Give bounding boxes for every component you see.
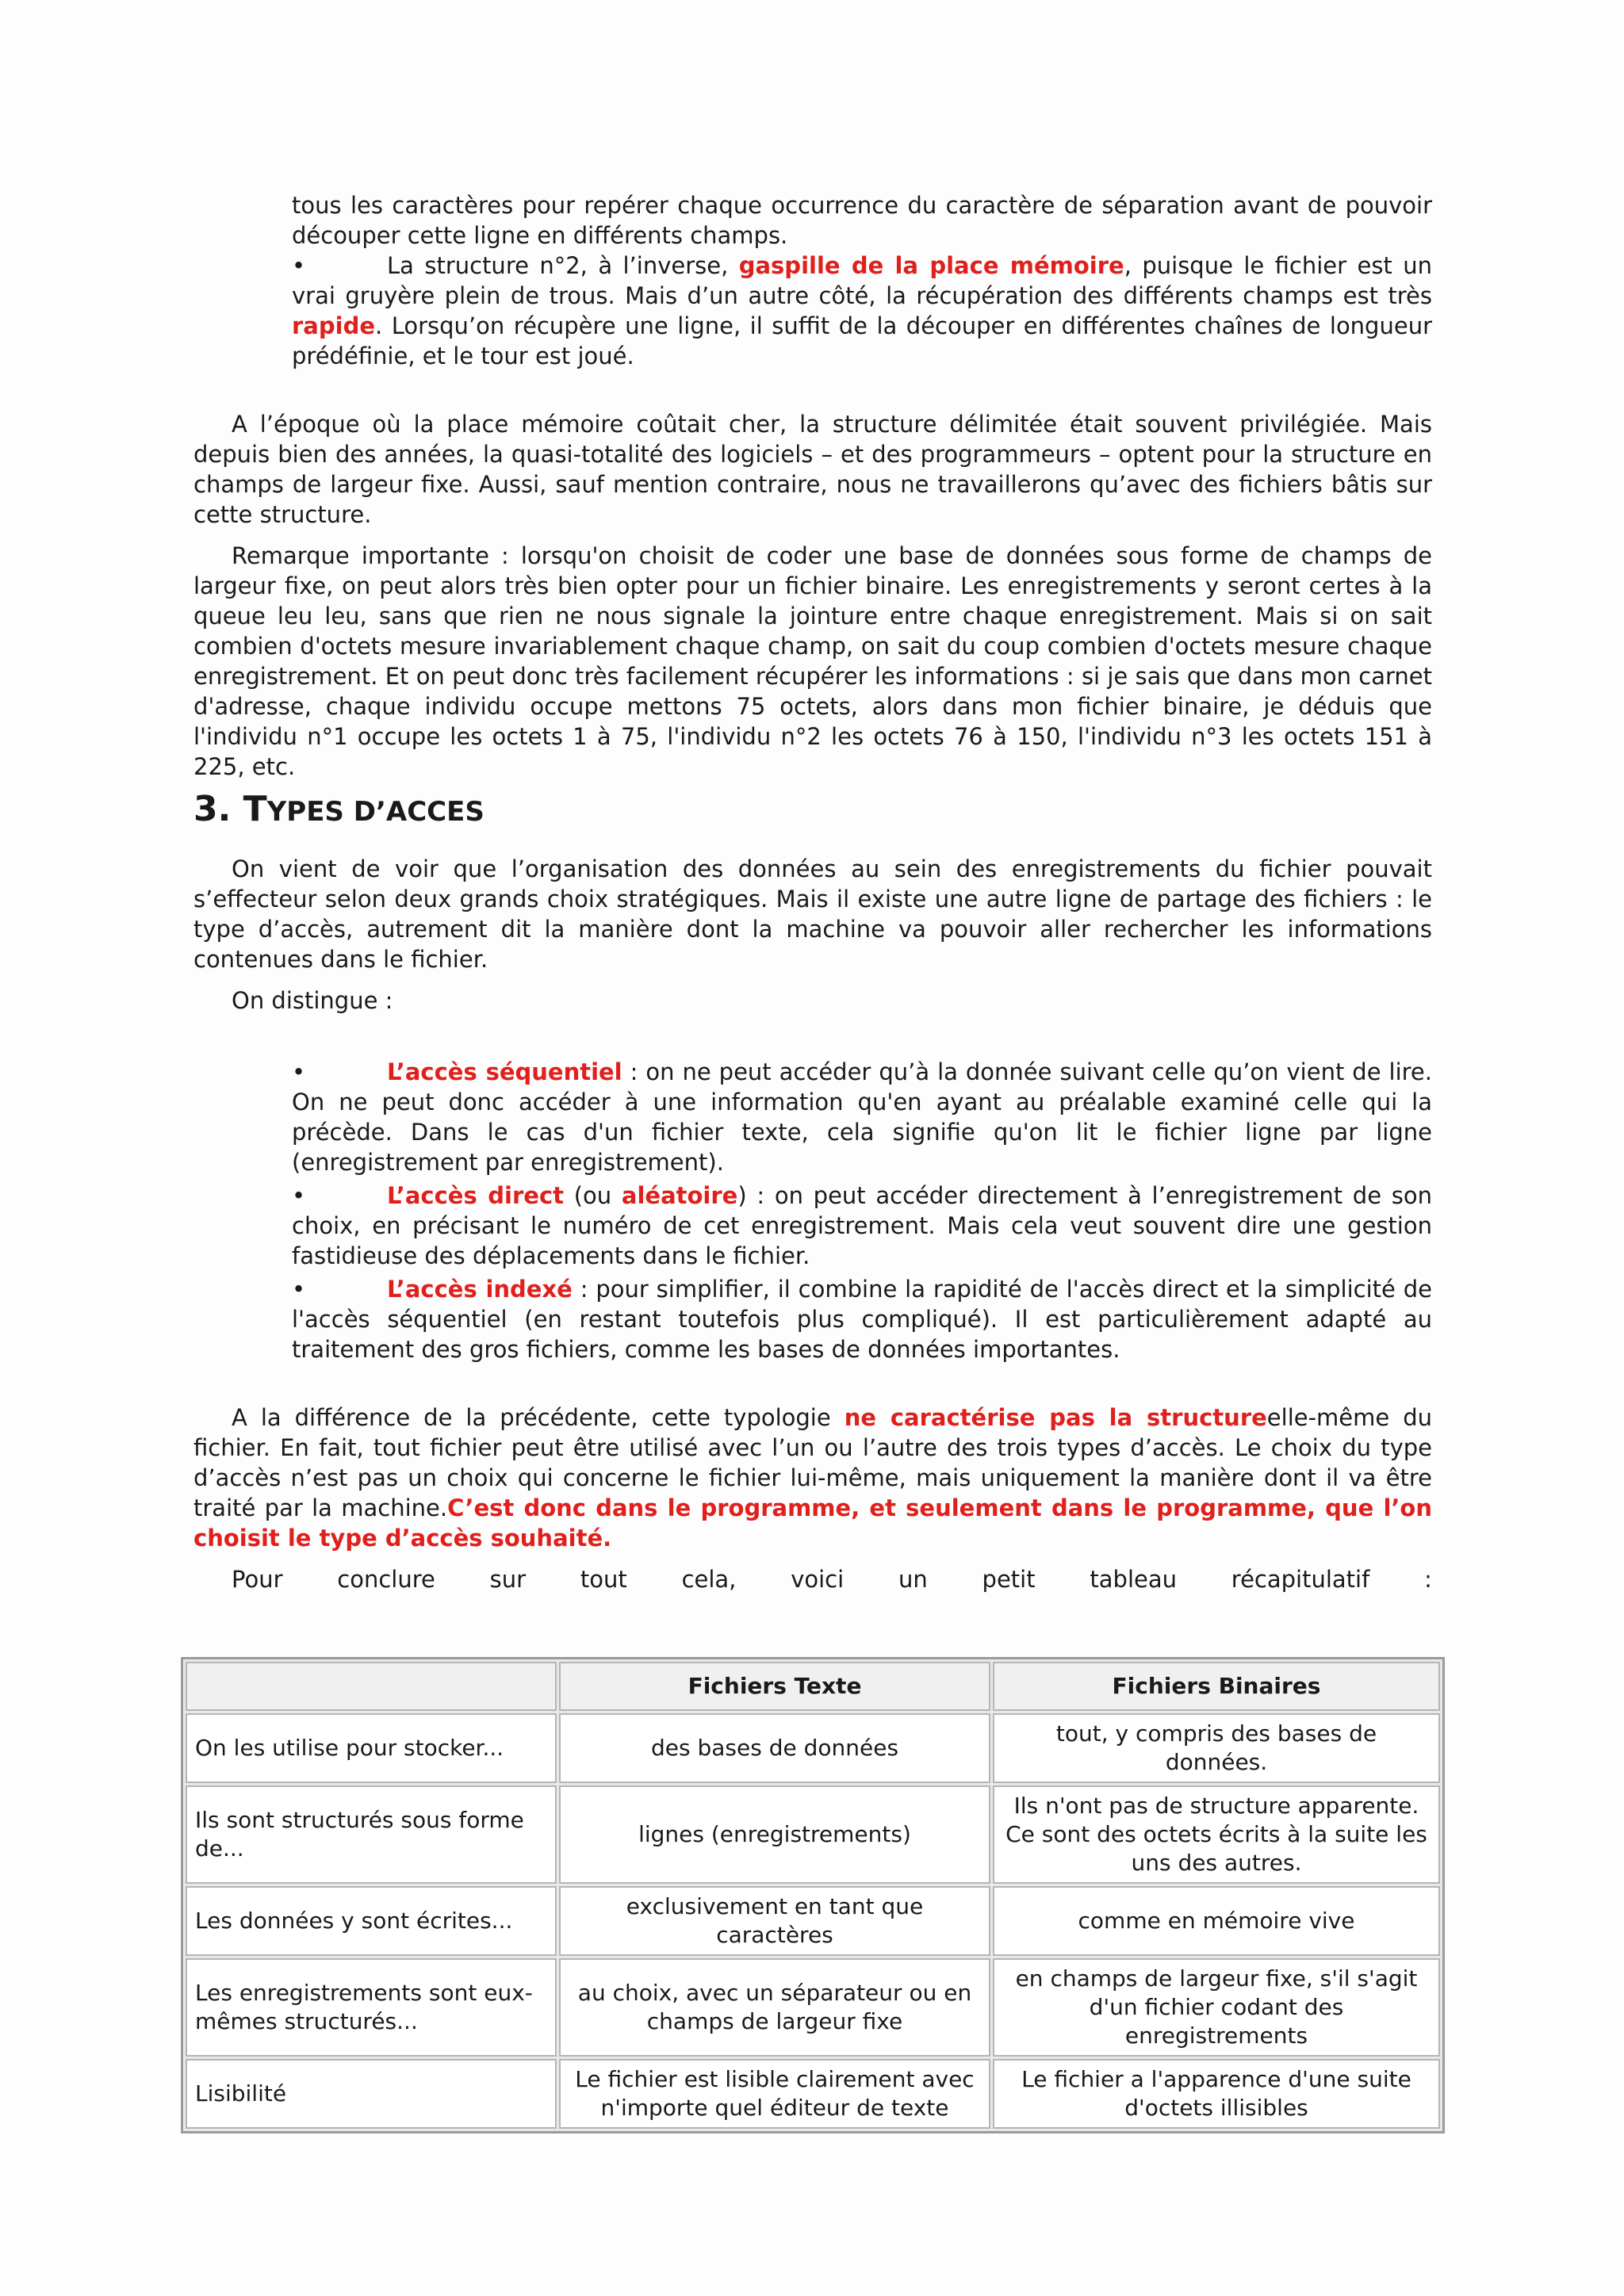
table-row — [186, 1713, 1440, 1783]
table-cell: tout, y compris des bases de données. — [993, 1713, 1440, 1783]
table-cell: Le fichier a l'apparence d'une suite d'octets illisibles — [993, 2059, 1440, 2129]
table-cell: lignes (enregistrements) — [559, 1785, 990, 1884]
table-row — [186, 1785, 1440, 1884]
table-header-cell — [186, 1662, 557, 1711]
bullet-dot: • — [292, 252, 306, 279]
bullet-acces-direct: • L’accès direct (ou aléatoire) : on peut accéder directement à l’enregistrement de son choix, en précisant le numéro de cet enregistrement. Mais cela veut souvent dire une gestion fastidieuse des déplacements dans le fichier. — [292, 1182, 1433, 1269]
structure-bullets — [292, 190, 1432, 371]
table-cell: Les enregistrements sont eux-mêmes structurés... — [186, 1958, 557, 2057]
paragraph-types-intro: On vient de voir que l’organisation des données au sein des enregistrements du fichier pouvait s’effecteur selon deux grands choix stratégiques. Mais il existe une autre ligne de partage des fichiers : le type d’accès, autrement dit la manière dont la machine va pouvoir aller rechercher les informations contenues dans le fichier. — [193, 855, 1432, 973]
table-row — [186, 1958, 1440, 2057]
bullet-acces-indexe: • L’accès indexé : pour simplifier, il combine la rapidité de l'accès direct et la simplicité de l'accès séquentiel (en restant toutefois plus compliqué). Il est particulièrement adapté au traitement des gros fichiers, comme les bases de données importantes. — [292, 1276, 1432, 1363]
highlight-rapide: rapide — [292, 312, 375, 339]
paragraph-epoque: A l’époque où la place mémoire coûtait cher, la structure délimitée était souvent privilégiée. Mais depuis bien des années, la quasi-totalité des logiciels – et des programmeurs – optent pour la structure en champs de largeur fixe. Aussi, sauf mention contraire, nous ne travaillerons qu’avec des fichiers bâtis sur cette structure. — [193, 411, 1432, 528]
paragraph-remarque: Remarque importante : lorsqu'on choisit de coder une base de données sous forme de champs de largeur fixe, on peut alors très bien opter pour un fichier binaire. Les enregistrements y seront certes à la queue leu leu, sans que rien ne nous signale la jointure entre chaque enregistrement. Mais si on sait combien d'octets mesure invariablement chaque champ, on sait du coup combien d'octets mesure chaque enregistrement. Et on peut donc très facilement récupérer les informations : si je sais que dans mon carnet d'adresse, chaque individu occupe mettons 75 octets, alors dans mon fichier binaire, je déduis que l'individu n°1 occupe les octets 1 à 75, l'individu n°2 les octets 76 à 150, l'individu n°3 les octets 151 à 225, etc. — [193, 542, 1432, 780]
table-cell: des bases de données — [559, 1713, 990, 1783]
table-cell: en champs de largeur fixe, s'il s'agit d'un fichier codant des enregistrements — [993, 1958, 1440, 2057]
table-cell: Le fichier est lisible clairement avec n'importe quel éditeur de texte — [559, 2059, 990, 2129]
table-cell: Lisibilité — [186, 2059, 557, 2129]
table-cell: Les données y sont écrites... — [186, 1886, 557, 1956]
page-content — [193, 190, 1432, 1594]
paragraph-on-distingue: On distingue : — [232, 987, 393, 1014]
paragraph-conclure: Pour conclure sur tout cela, voici un petit tableau récapitulatif : — [232, 1566, 1432, 1593]
table-cell: comme en mémoire vive — [993, 1886, 1440, 1956]
table-header-cell: Fichiers Texte — [559, 1662, 990, 1711]
bullet-continuation: tous les caractères pour repérer chaque occurrence du caractère de séparation avant de pouvoir découper cette ligne en différents champs. — [292, 192, 1432, 249]
section-heading: 3. TYPES D’ACCES — [193, 789, 485, 829]
access-bullets — [292, 1057, 1432, 1364]
table-row — [186, 2059, 1440, 2129]
table-cell: exclusivement en tant que caractères — [559, 1886, 990, 1956]
bullet-structure-2: • La structure n°2, à l’inverse, gaspille de la place mémoire, puisque le fichier est un vrai gruyère plein de trous. Mais d’un autre côté, la récupération des différents champs est très rapide. Lorsqu’on récupère une ligne, il suffit de la découper en différentes chaînes de longueur prédéfinie, et le tour est joué. — [292, 252, 1432, 369]
table-cell: au choix, avec un séparateur ou en champs de largeur fixe — [559, 1958, 990, 2057]
bullet-acces-sequentiel: • L’accès séquentiel : on ne peut accéder qu’à la donnée suivant celle qu’on vient de lire. On ne peut donc accéder à une information qu'en ayant au préalable examiné celle qui la précède. Dans le cas d'un fichier texte, cela signifie qu'on lit le fichier ligne par ligne (enregistrement par enregistrement). — [292, 1058, 1432, 1176]
recap-table — [181, 1657, 1445, 2133]
table-cell: Ils sont structurés sous forme de... — [186, 1785, 557, 1884]
highlight-gaspille: gaspille de la place mémoire — [738, 252, 1124, 279]
table-header-cell: Fichiers Binaires — [993, 1662, 1440, 1711]
paragraph-difference: A la différence de la précédente, cette typologie ne caractérise pas la structureelle-même du fichier. En fait, tout fichier peut être utilisé avec l’un ou l’autre des trois types d’accès. Le choix du type d’accès n’est pas un choix qui concerne le fichier lui-même, mais uniquement la manière dont il va être traité par la machine.C’est donc dans le programme, et seulement dans le programme, que l’on choisit le type d’accès souhaité. — [193, 1404, 1433, 1552]
table-header-row — [186, 1662, 1440, 1711]
table-row — [186, 1886, 1440, 1956]
table-cell: Ils n'ont pas de structure apparente. Ce sont des octets écrits à la suite les uns des autres. — [993, 1785, 1440, 1884]
table-cell: On les utilise pour stocker... — [186, 1713, 557, 1783]
